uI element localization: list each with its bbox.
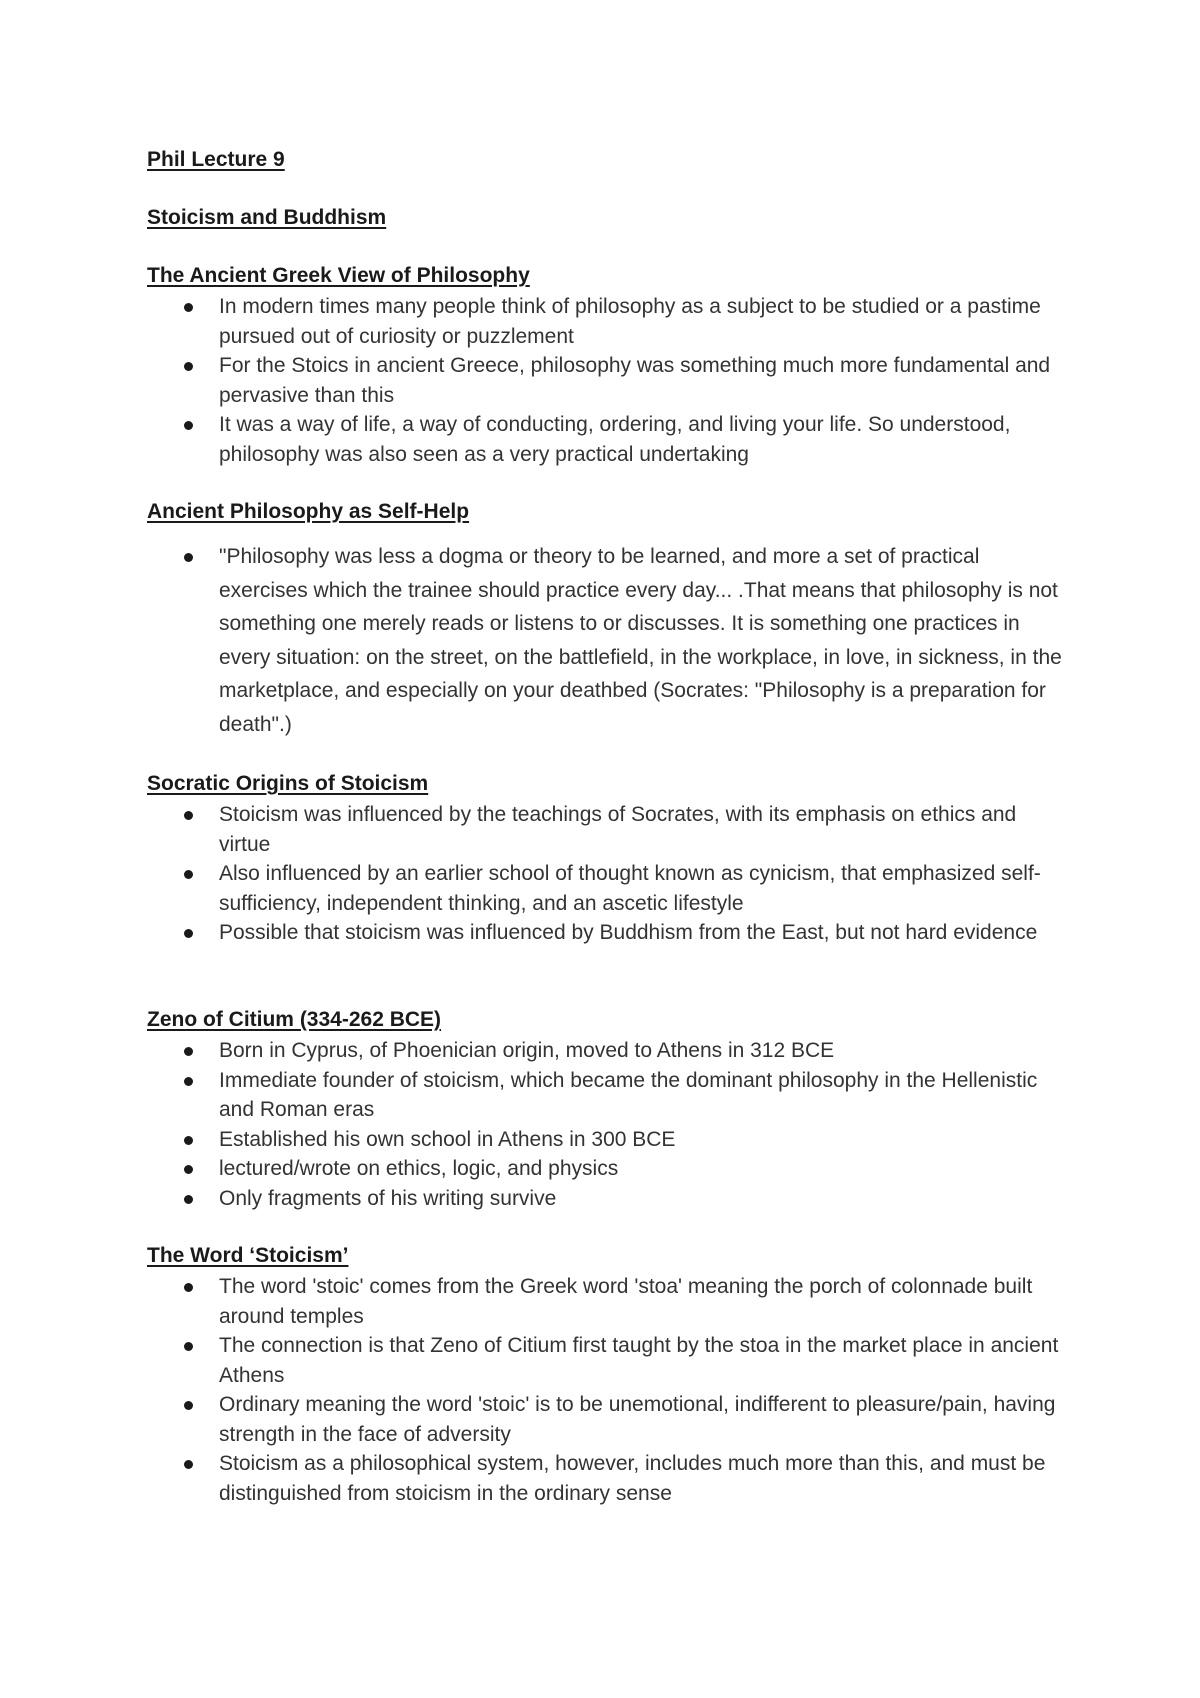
bullet-icon bbox=[184, 811, 193, 820]
list-item-text: The connection is that Zeno of Citium first taught by the stoa in the market place in ancient Athens bbox=[219, 1334, 1059, 1387]
bullet-list bbox=[0, 292, 1200, 469]
section-heading: The Word ‘Stoicism’ bbox=[147, 1244, 349, 1267]
list-item-text: Stoicism was influenced by the teachings of Socrates, with its emphasis on ethics and virtue bbox=[219, 803, 1017, 856]
bullet-icon bbox=[184, 1195, 193, 1204]
bullet-icon bbox=[184, 1342, 193, 1351]
list-item-text: In modern times many people think of philosophy as a subject to be studied or a pastime pursued out of curiosity or puzzlement bbox=[219, 295, 1041, 348]
list-item bbox=[0, 1184, 1200, 1214]
list-item-text: "Philosophy was less a dogma or theory to be learned, and more a set of practical exercises which the trainee should practice every day... .That means that philosophy is not something one merely reads or listens to or discusses. It is something one practices in every situation: on the street, on the battlefield, in the workplace, in love, in sickness, in the marketplace, and especially on your deathbed (Socrates: "Philosophy is a preparation for death".) bbox=[219, 545, 1062, 736]
list-item-text: The word 'stoic' comes from the Greek word 'stoa' meaning the porch of colonnade built around temples bbox=[219, 1275, 1033, 1328]
bullet-icon bbox=[184, 1077, 193, 1086]
section-heading: Ancient Philosophy as Self-Help bbox=[147, 500, 470, 523]
list-item bbox=[0, 1272, 1200, 1331]
bullet-icon bbox=[184, 870, 193, 879]
list-item bbox=[0, 540, 1200, 741]
bullet-icon bbox=[184, 1283, 193, 1292]
bullet-icon bbox=[184, 362, 193, 371]
bullet-list bbox=[0, 1272, 1200, 1508]
list-item bbox=[0, 800, 1200, 859]
bullet-icon bbox=[184, 1165, 193, 1174]
list-item-text: It was a way of life, a way of conducting, ordering, and living your life. So understood, philosophy was also seen as a very practical undertaking bbox=[219, 413, 1011, 466]
list-item-text: Born in Cyprus, of Phoenician origin, moved to Athens in 312 BCE bbox=[219, 1039, 835, 1062]
list-item bbox=[0, 410, 1200, 469]
section-heading: Socratic Origins of Stoicism bbox=[147, 772, 429, 795]
list-item bbox=[0, 918, 1200, 948]
bullet-icon bbox=[184, 1460, 193, 1469]
bullet-icon bbox=[184, 303, 193, 312]
list-item bbox=[0, 1331, 1200, 1390]
list-item bbox=[0, 1066, 1200, 1125]
bullet-icon bbox=[184, 1401, 193, 1410]
section-heading: The Ancient Greek View of Philosophy bbox=[147, 264, 530, 287]
list-item bbox=[0, 1154, 1200, 1184]
list-item-text: For the Stoics in ancient Greece, philosophy was something much more fundamental and pervasive than this bbox=[219, 354, 1051, 407]
list-item-text: Ordinary meaning the word 'stoic' is to be unemotional, indifferent to pleasure/pain, having strength in the face of adversity bbox=[219, 1393, 1056, 1446]
list-item-text: Stoicism as a philosophical system, however, includes much more than this, and must be distinguished from stoicism in the ordinary sense bbox=[219, 1452, 1046, 1505]
list-item-text: Only fragments of his writing survive bbox=[219, 1186, 557, 1210]
list-item bbox=[0, 859, 1200, 918]
section-heading: Zeno of Citium (334-262 BCE) bbox=[147, 1008, 442, 1031]
list-item-text: Immediate founder of stoicism, which became the dominant philosophy in the Hellenistic and Roman eras bbox=[219, 1068, 1038, 1121]
list-item bbox=[0, 292, 1200, 351]
bullet-icon bbox=[184, 421, 193, 430]
list-item-text: Established his own school in Athens in 300 BCE bbox=[219, 1127, 676, 1151]
list-item bbox=[0, 351, 1200, 410]
list-item-text: lectured/wrote on ethics, logic, and physics bbox=[219, 1157, 619, 1180]
document-subtitle: Stoicism and Buddhism bbox=[147, 206, 387, 229]
bullet-list bbox=[0, 1036, 1200, 1213]
list-item-text: Possible that stoicism was influenced by Buddhism from the East, but not hard evidence bbox=[219, 921, 1038, 944]
bullet-icon bbox=[184, 1136, 193, 1145]
bullet-icon bbox=[184, 1047, 193, 1056]
bullet-icon bbox=[184, 553, 193, 562]
list-item bbox=[0, 1449, 1200, 1508]
list-item bbox=[0, 1125, 1200, 1155]
bullet-list bbox=[0, 540, 1200, 741]
document-title: Phil Lecture 9 bbox=[147, 148, 285, 171]
list-item bbox=[0, 1036, 1200, 1066]
bullet-icon bbox=[184, 929, 193, 938]
list-item bbox=[0, 1390, 1200, 1449]
list-item-text: Also influenced by an earlier school of thought known as cynicism, that emphasized self-sufficiency, independent thinking, and an ascetic lifestyle bbox=[219, 862, 1041, 915]
bullet-list bbox=[0, 800, 1200, 948]
